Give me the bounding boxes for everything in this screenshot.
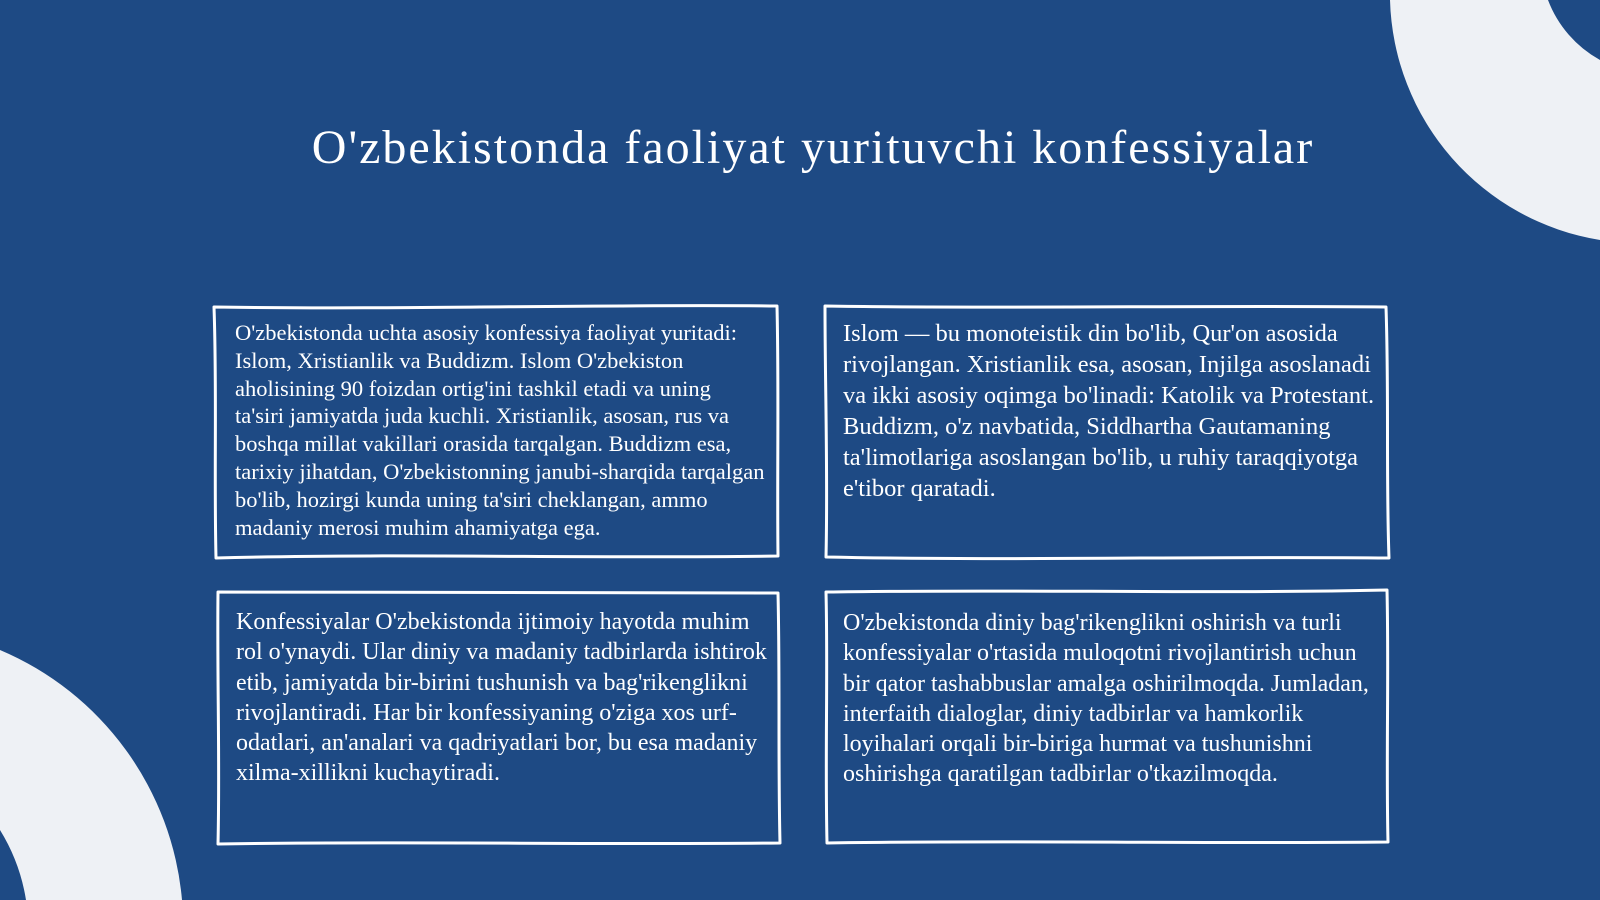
info-card-1 xyxy=(212,304,780,560)
info-card-2 xyxy=(824,304,1390,562)
info-card-4 xyxy=(824,588,1390,846)
card-text: O'zbekistonda diniy bag'rikenglikni oshirish va turli konfessiyalar o'rtasida muloqotni rivojlantirish uchun bir qator tashabbuslar amalga oshirilmoqda. Jumladan, interfaith dialoglar, diniy tadbirlar va hamkorlik loyihalari orqali bir-biriga hurmat va tushunishni oshirishga qaratilgan tadbirlar o'tkazilmoqda. xyxy=(843,610,1369,788)
card-text: Konfessiyalar O'zbekistonda ijtimoiy hayotda muhim rol o'ynaydi. Ular diniy va madaniy tadbirlarda ishtirok etib, jamiyatda bir-birini tushunish va bag'rikenglikni rivojlantiradi. Har bir konfessiyaning o'ziga xos urf-odatlari, an'analari va qadriyatlari bor, bu esa madaniy xilma-xillikni kuchaytiradi. xyxy=(236,609,767,787)
slide-title: O'zbekistonda faoliyat yurituvchi konfessiyalar xyxy=(311,121,1315,174)
info-card-3 xyxy=(216,590,782,846)
card-text: O'zbekistonda uchta asosiy konfessiya faoliyat yuritadi: Islom, Xristianlik va Buddizm. Islom O'zbekiston aholisining 90 foizdan ortig'ini tashkil etadi va uning ta'siri jamiyatda juda kuchli. Xristianlik, asosan, rus va boshqa millat vakillari orasida tarqalgan. Buddizm esa, tarixiy jihatdan, O'zbekistonning janubi-sharqida tarqalgan bo'lib, hozirgi kunda uning ta'siri cheklangan, ammo madaniy merosi muhim ahamiyatga ega. xyxy=(235,320,765,540)
card-text: Islom — bu monoteistik din bo'lib, Qur'on asosida rivojlangan. Xristianlik esa, asosan, Injilga asoslanadi va ikki asosiy oqimga bo'linadi: Katolik va Protestant. Buddizm, o'z navbatida, Siddhartha Gautamaning ta'limotlariga asoslangan bo'lib, u ruhiy taraqqiyotga e'tibor qaratadi. xyxy=(843,320,1375,502)
